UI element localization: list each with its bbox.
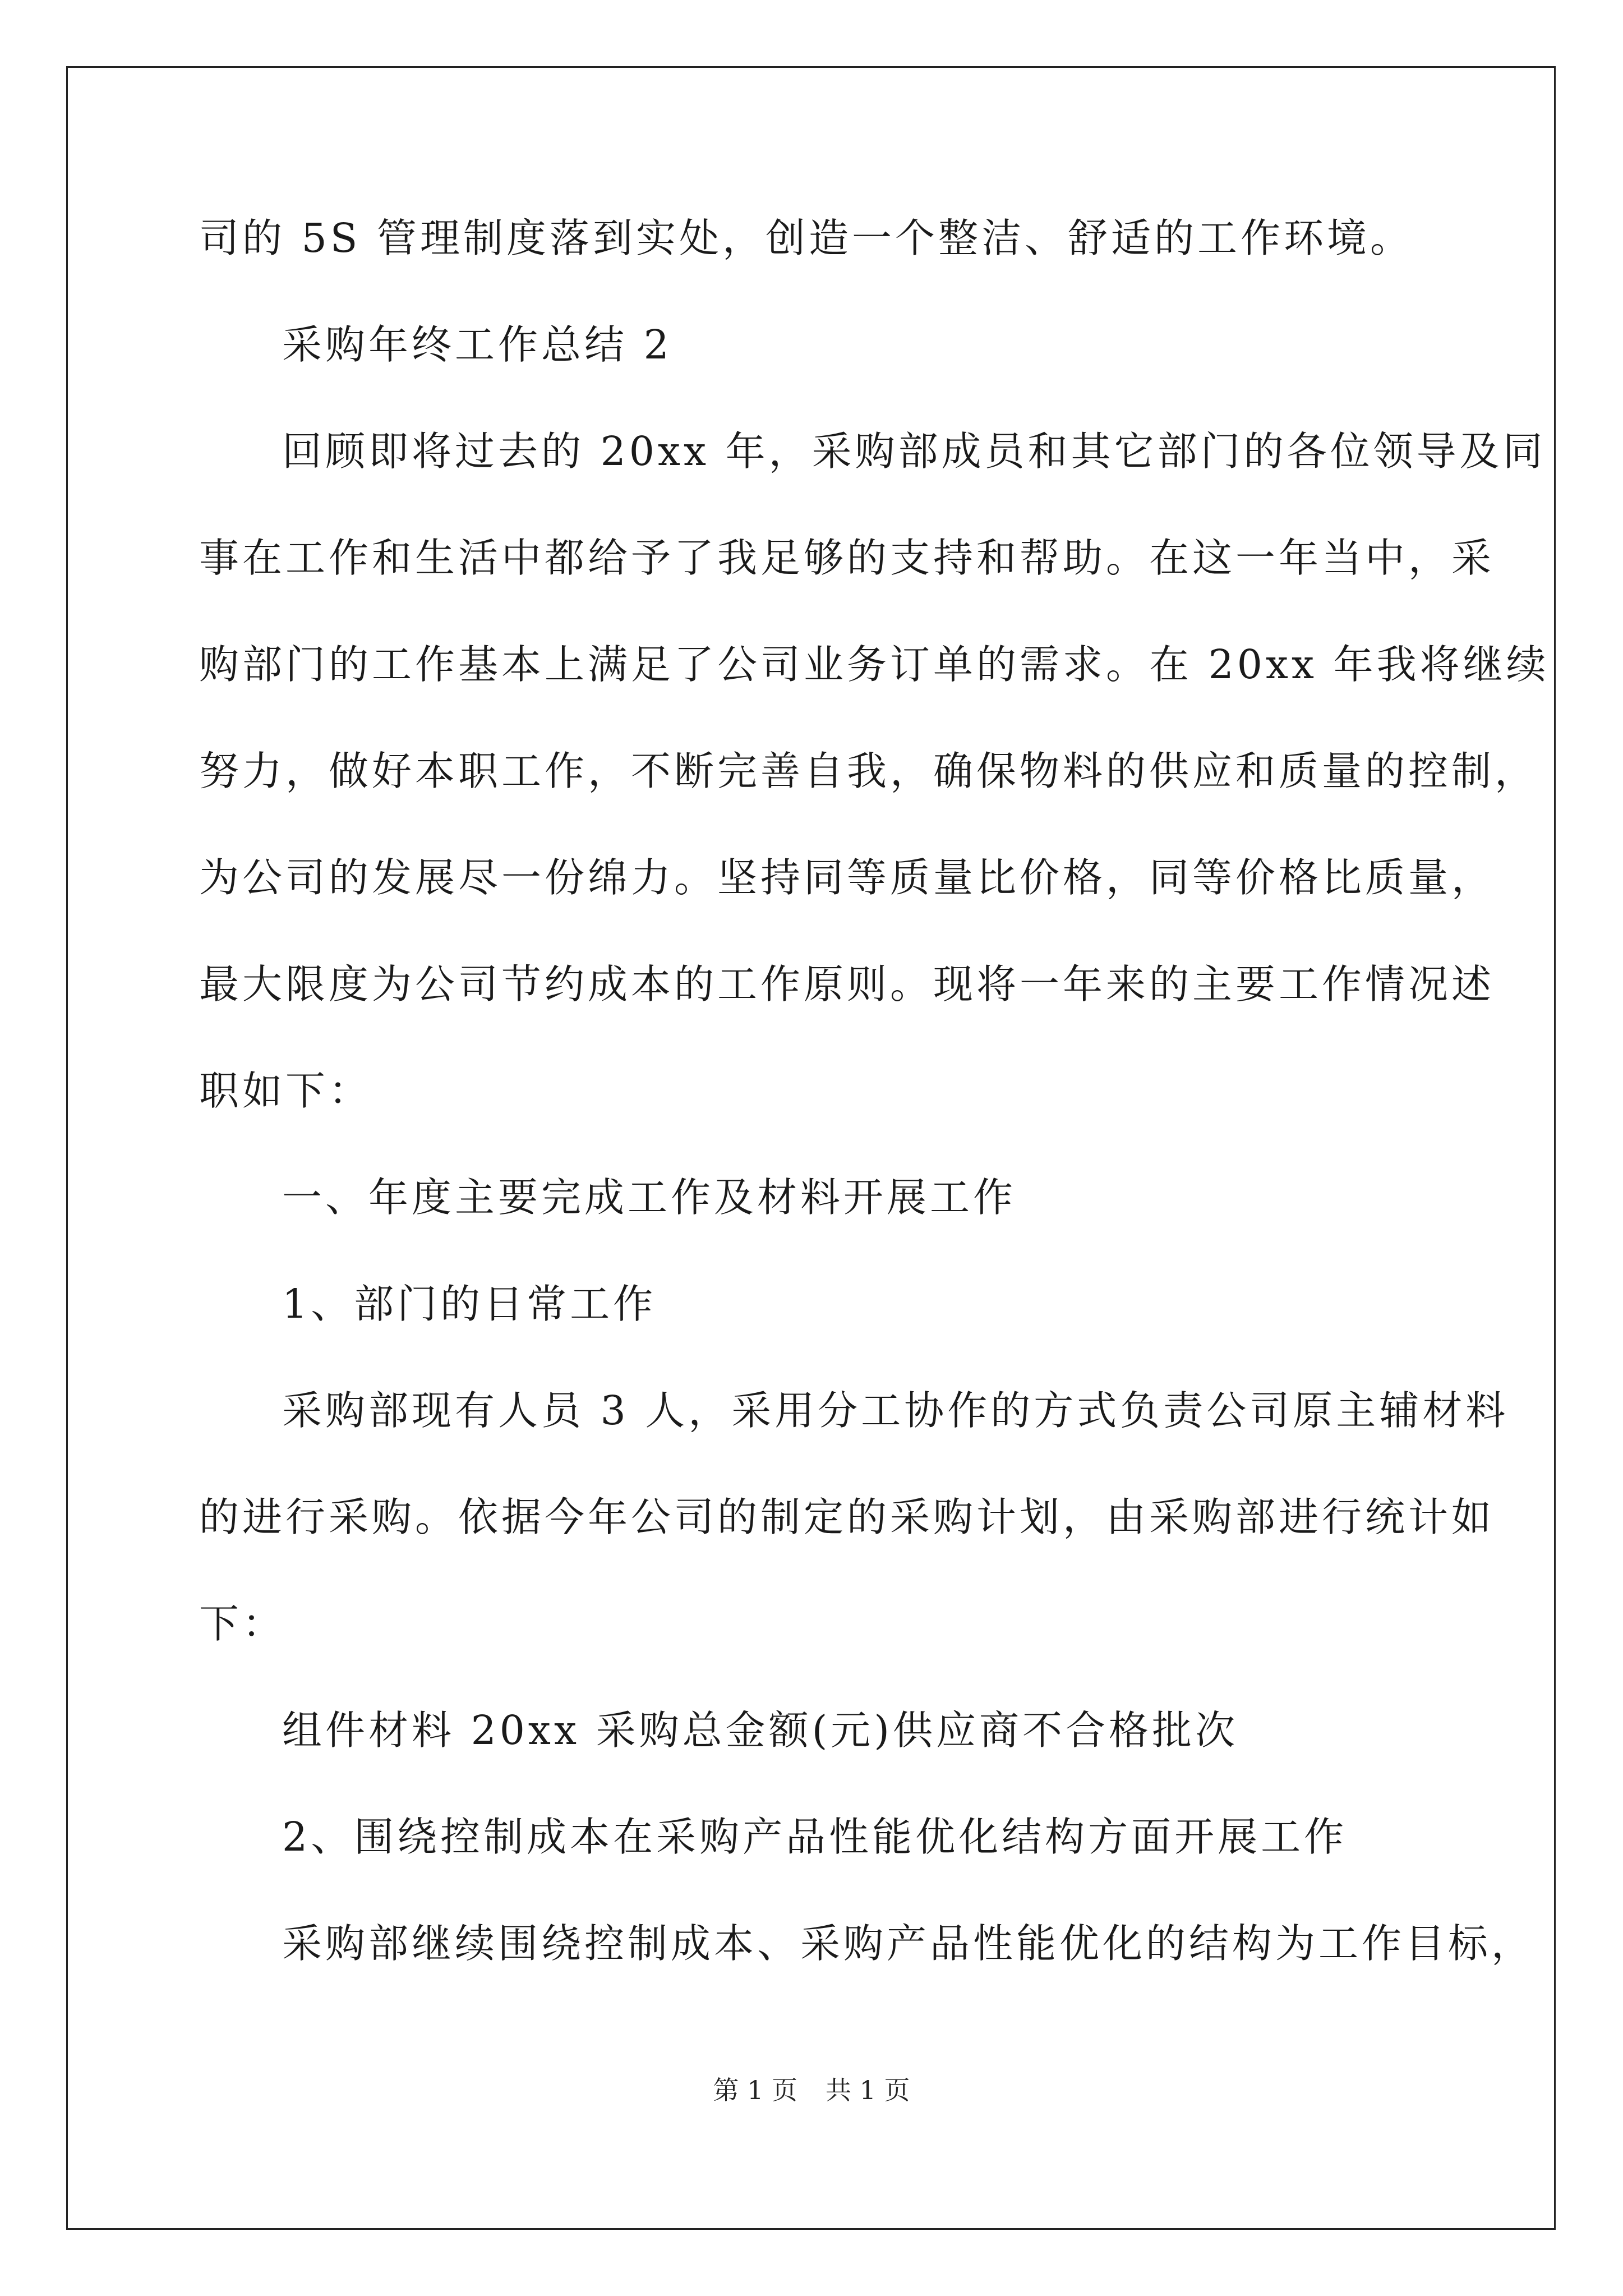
body-line: 最大限度为公司节约成本的工作原则。现将一年来的主要工作情况述 <box>199 961 1495 1007</box>
paragraph-first-line: 回顾即将过去的 20xx 年，采购部成员和其它部门的各位领导及同 <box>282 428 1546 475</box>
table-header-line: 组件材料 20xx 采购总金额(元)供应商不合格批次 <box>282 1707 1238 1754</box>
page-total: 共 1 页 <box>826 2075 910 2105</box>
body-line: 的进行采购。依据今年公司的制定的采购计划，由采购部进行统计如 <box>199 1494 1495 1540</box>
body-line: 下： <box>199 1600 286 1647</box>
section-heading: 采购年终工作总结 2 <box>282 321 672 368</box>
body-line: 努力，做好本职工作，不断完善自我，确保物料的供应和质量的控制， <box>199 748 1538 794</box>
page-border <box>66 66 1556 2230</box>
section-heading: 一、年度主要完成工作及材料开展工作 <box>282 1174 1017 1221</box>
paragraph-first-line: 采购部继续围绕控制成本、采购产品性能优化的结构为工作目标， <box>282 1920 1535 1967</box>
page-footer <box>0 2073 1623 2107</box>
subsection-heading: 1、部门的日常工作 <box>282 1281 657 1327</box>
body-line: 职如下： <box>199 1068 372 1114</box>
subsection-heading: 2、围绕控制成本在采购产品性能优化结构方面开展工作 <box>282 1814 1348 1860</box>
body-line: 为公司的发展尽一份绵力。坚持同等质量比价格，同等价格比质量， <box>199 854 1495 901</box>
paragraph-first-line: 采购部现有人员 3 人，采用分工协作的方式负责公司原主辅材料 <box>282 1387 1509 1434</box>
body-line: 购部门的工作基本上满足了公司业务订单的需求。在 20xx 年我将继续 <box>199 641 1550 688</box>
body-line: 司的 5S 管理制度落到实处，创造一个整洁、舒适的工作环境。 <box>199 215 1413 261</box>
page-number: 第 1 页 <box>713 2075 797 2105</box>
body-line: 事在工作和生活中都给予了我足够的支持和帮助。在这一年当中，采 <box>199 535 1495 581</box>
